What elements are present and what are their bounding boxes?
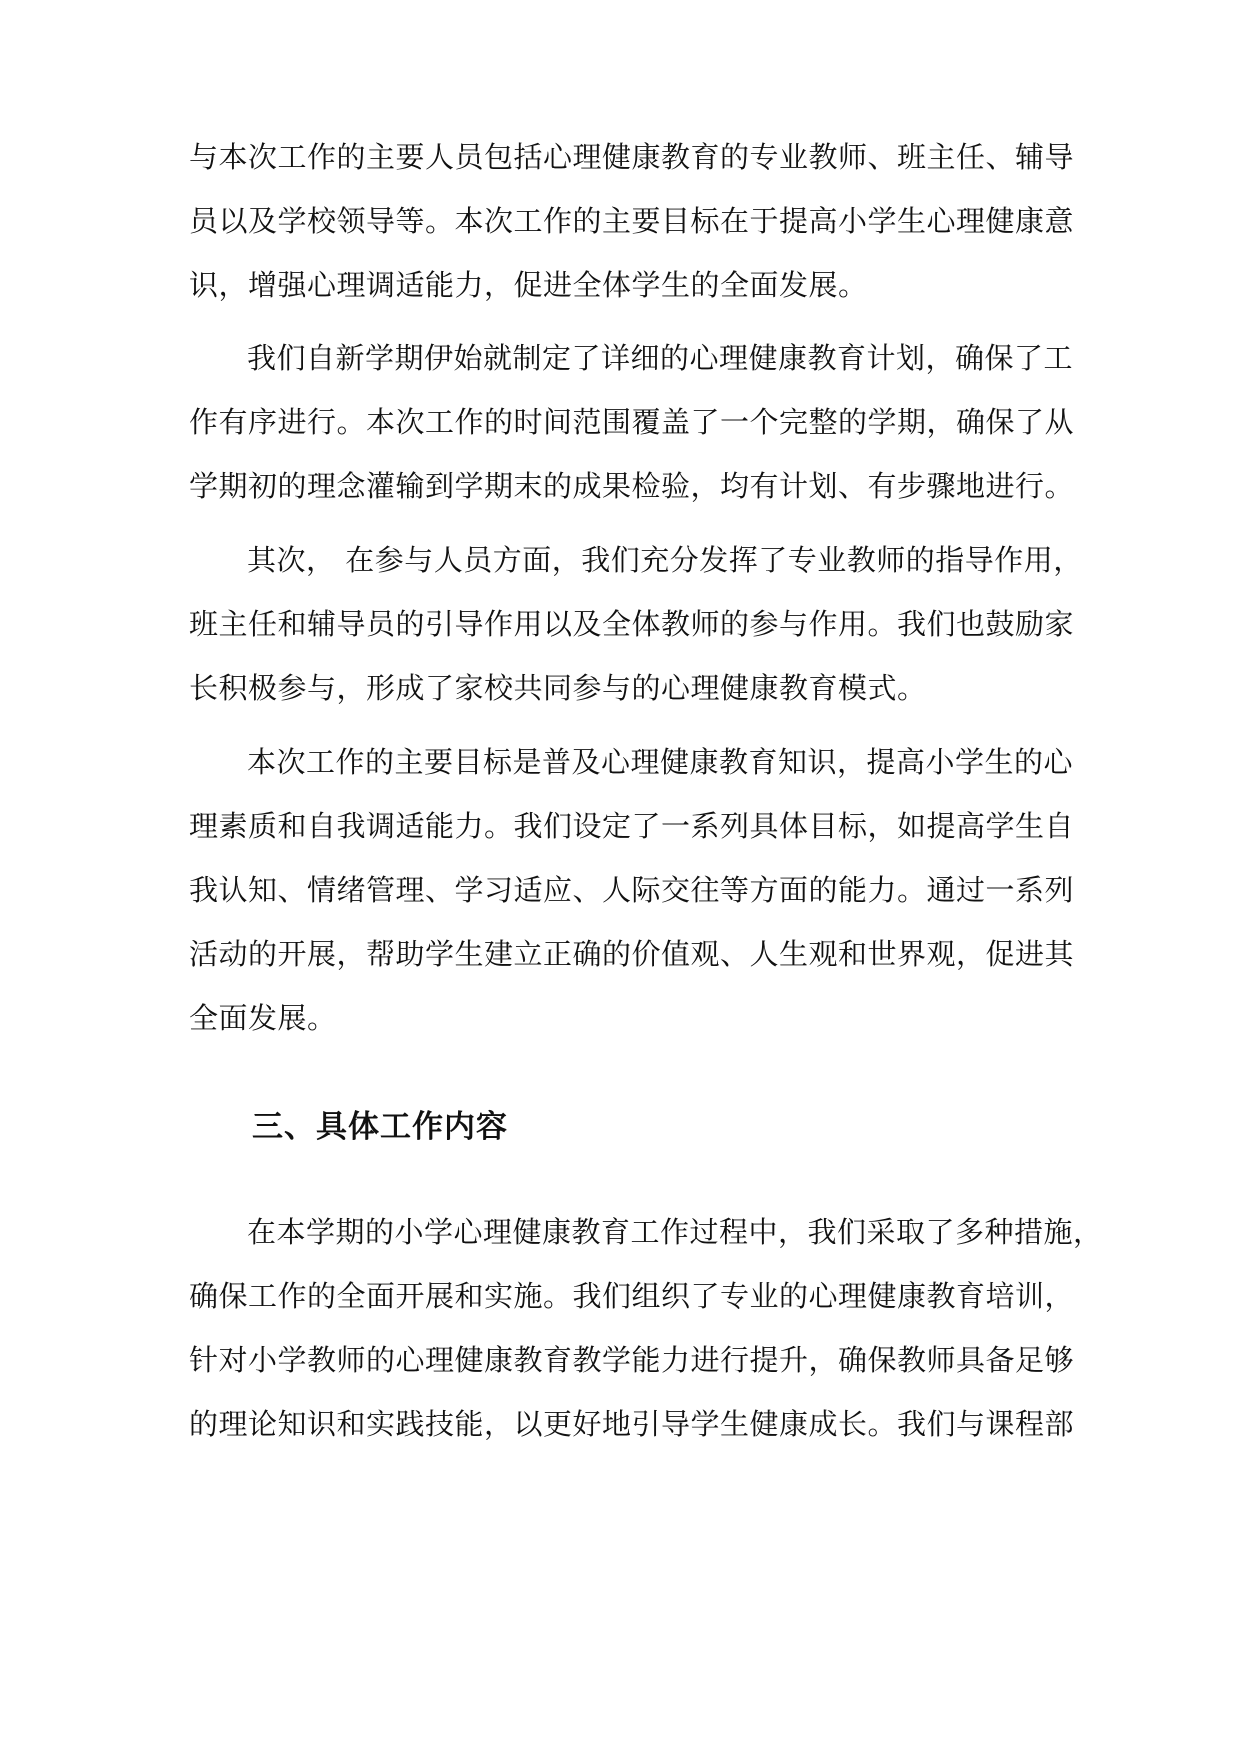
paragraph-line: 我认知、情绪管理、学习适应、人际交往等方面的能力。通过一系列 [189,873,1075,907]
paragraph-line: 活动的开展，帮助学生建立正确的价值观、人生观和世界观，促进其 [189,937,1075,971]
paragraph-line: 识，增强心理调适能力，促进全体学生的全面发展。 [189,268,868,302]
paragraph-line: 作有序进行。本次工作的时间范围覆盖了一个完整的学期，确保了从 [189,405,1075,439]
paragraph-line: 在本学期的小学心理健康教育工作过程中，我们采取了多种措施， [247,1215,1103,1249]
paragraph-line: 确保工作的全面开展和实施。我们组织了专业的心理健康教育培训， [189,1279,1075,1313]
paragraph-line: 我们自新学期伊始就制定了详细的心理健康教育计划，确保了工 [247,341,1074,375]
paragraph-line: 其次， 在参与人员方面，我们充分发挥了专业教师的指导作用， [247,543,1083,577]
paragraph-line: 班主任和辅导员的引导作用以及全体教师的参与作用。我们也鼓励家 [189,607,1075,641]
paragraph-line: 本次工作的主要目标是普及心理健康教育知识，提高小学生的心 [247,745,1074,779]
paragraph-line: 理素质和自我调适能力。我们设定了一系列具体目标，如提高学生自 [189,809,1075,843]
paragraph-line: 针对小学教师的心理健康教育教学能力进行提升，确保教师具备足够 [189,1343,1075,1377]
paragraph-line: 的理论知识和实践技能，以更好地引导学生健康成长。我们与课程部 [189,1407,1075,1441]
paragraph-line: 长积极参与，形成了家校共同参与的心理健康教育模式。 [189,671,927,705]
paragraph-line: 全面发展。 [189,1001,337,1035]
paragraph-line: 员以及学校领导等。本次工作的主要目标在于提高小学生心理健康意 [189,204,1075,238]
paragraph-line: 学期初的理念灌输到学期末的成果检验，均有计划、有步骤地进行。 [189,469,1075,503]
paragraph-line: 与本次工作的主要人员包括心理健康教育的专业教师、班主任、辅导 [189,140,1075,174]
section-heading: 三、具体工作内容 [252,1109,508,1145]
